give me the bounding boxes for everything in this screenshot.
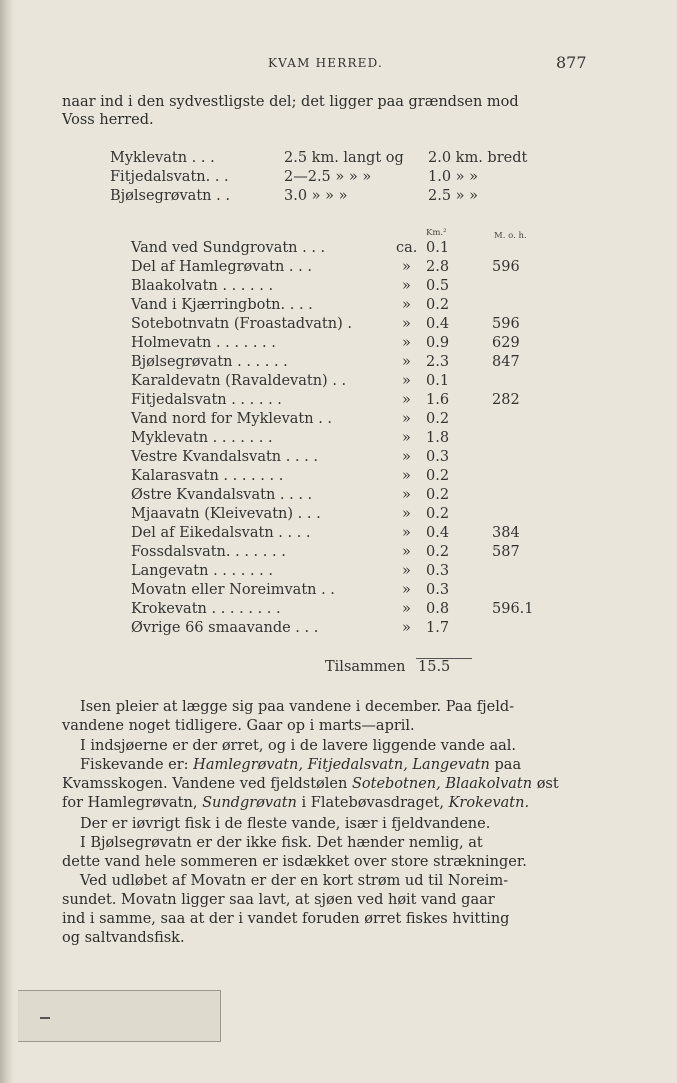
text: paa: [494, 757, 522, 773]
lake-area: 0.2: [426, 544, 450, 560]
lake-area: 0.3: [426, 563, 450, 579]
ditto-mark: »: [402, 335, 411, 351]
lake-height: 596: [492, 316, 520, 332]
paragraph-movatn-line-1: Ved udløbet af Movatn er der en kort strøm ud til Noreim-: [80, 873, 509, 889]
ditto-mark: »: [402, 525, 411, 541]
dim-name: Bjølsegrøvatn . .: [110, 188, 230, 204]
dim-length: 2.5 km. langt og: [284, 150, 404, 166]
lake-area: 0.9: [426, 335, 450, 351]
dim-width: 1.0 » »: [428, 169, 479, 185]
lake-name: Vand nord for Myklevatn . .: [131, 411, 333, 427]
lake-name: Fossdalsvatn. . . . . . .: [131, 544, 286, 560]
paragraph-other-fish: Der er iøvrigt fisk i de fleste vande, især i fjeldvandene.: [80, 816, 491, 832]
height-unit-header: M. o. h.: [494, 231, 527, 241]
text: øst: [536, 776, 559, 792]
lake-area: 2.8: [426, 259, 450, 275]
lake-height: 384: [492, 525, 520, 541]
ditto-mark: »: [402, 354, 411, 370]
text: i Flatebøvasdraget,: [301, 795, 444, 811]
ditto-mark: »: [402, 430, 411, 446]
area-unit-header: Km.²: [426, 228, 447, 238]
paragraph-movatn-line-4: og saltvandsfisk.: [62, 930, 185, 946]
lake-name: Langevatn: [412, 757, 490, 773]
ditto-mark: »: [402, 487, 411, 503]
running-header: KVAM HERRED.: [268, 56, 384, 70]
ditto-mark: »: [402, 297, 411, 313]
ditto-mark: »: [402, 411, 411, 427]
lake-area: 2.3: [426, 354, 450, 370]
dim-name: Fitjedalsvatn. . .: [110, 169, 229, 185]
lake-name: Movatn eller Noreimvatn . .: [131, 582, 335, 598]
lake-name: Sotebotnen,: [351, 776, 441, 792]
lake-area: 0.4: [426, 525, 450, 541]
dim-width: 2.5 » »: [428, 188, 479, 204]
dim-name: Myklevatn . . .: [110, 150, 215, 166]
lake-area: 1.6: [426, 392, 450, 408]
lake-name: Sotebotnvatn (Froastadvatn) .: [131, 316, 352, 332]
text: Fiskevande er:: [80, 757, 189, 773]
lake-name: Vand i Kjærringbotn. . . .: [131, 297, 313, 313]
page-binding-edge: [0, 0, 14, 1083]
lake-area: 1.7: [426, 620, 450, 636]
lake-height: 587: [492, 544, 520, 560]
lake-name: Del af Eikedalsvatn . . . .: [131, 525, 311, 541]
lake-name: Bjølsegrøvatn . . . . . .: [131, 354, 288, 370]
lake-name: Østre Kvandalsvatn . . . .: [131, 487, 313, 503]
lake-name: Myklevatn . . . . . . .: [131, 430, 273, 446]
lake-name: Karaldevatn (Ravaldevatn) . .: [131, 373, 347, 389]
lake-area: 0.2: [426, 297, 450, 313]
lake-height: 596.1: [492, 601, 534, 617]
paragraph-movatn-line-3: ind i samme, saa at der i vandet foruden ørret fiskes hvitting: [62, 911, 510, 927]
ditto-mark: ca.: [396, 240, 418, 256]
lake-height: 847: [492, 354, 520, 370]
lake-name: Krokevatn.: [448, 795, 530, 811]
ditto-mark: »: [402, 620, 411, 636]
ditto-mark: »: [402, 278, 411, 294]
lake-area: 1.8: [426, 430, 450, 446]
lake-area: 0.3: [426, 449, 450, 465]
paragraph-fish-types: I indsjøerne er der ørret, og i de lavere liggende vande aal.: [80, 738, 516, 754]
lake-height: 282: [492, 392, 520, 408]
total-value: 15.5: [418, 659, 451, 675]
ditto-mark: »: [402, 259, 411, 275]
lake-name: Krokevatn . . . . . . . .: [131, 601, 281, 617]
lake-area: 0.5: [426, 278, 450, 294]
dim-length: 3.0 » » »: [284, 188, 348, 204]
ditto-mark: »: [402, 563, 411, 579]
paragraph-no-fish-line-2: dette vand hele sommeren er isdækket over store strækninger.: [62, 854, 527, 870]
lake-area: 0.2: [426, 506, 450, 522]
paragraph-fishing-waters-line-3: [62, 794, 529, 813]
lake-name: Øvrige 66 smaavande . . .: [131, 620, 319, 636]
ditto-mark: »: [402, 506, 411, 522]
paragraph-ice-line-2: vandene noget tidligere. Gaar op i marts—april.: [62, 718, 415, 734]
lake-name: Langevatn . . . . . . .: [131, 563, 274, 579]
lake-name: Mjaavatn (Kleivevatn) . . .: [131, 506, 321, 522]
lake-area: 0.4: [426, 316, 450, 332]
lake-name: Sundgrøvatn: [202, 795, 297, 811]
lake-name: Vestre Kvandalsvatn . . . .: [131, 449, 318, 465]
lake-area: 0.2: [426, 487, 450, 503]
intro-line-1: naar ind i den sydvestligste del; det ligger paa grændsen mod: [62, 94, 519, 110]
lake-area: 0.3: [426, 582, 450, 598]
intro-line-2: Voss herred.: [62, 112, 154, 128]
lake-area: 0.1: [426, 240, 450, 256]
dim-width: 2.0 km. bredt: [428, 150, 528, 166]
ditto-mark: »: [402, 582, 411, 598]
ditto-mark: »: [402, 544, 411, 560]
lake-area: 0.2: [426, 468, 450, 484]
lake-name: Blaakolvatn . . . . . .: [131, 278, 274, 294]
text: Kvamsskogen. Vandene ved fjeldstølen: [62, 776, 348, 792]
dim-length: 2—2.5 » » »: [284, 169, 372, 185]
lake-name: Holmevatn . . . . . . .: [131, 335, 276, 351]
lake-name: Vand ved Sundgrovatn . . .: [131, 240, 326, 256]
ditto-mark: »: [402, 316, 411, 332]
paragraph-movatn-line-2: sundet. Movatn ligger saa lavt, at sjøen ved høit vand gaar: [62, 892, 495, 908]
lake-name: Hamlegrøvatn,: [193, 757, 303, 773]
paragraph-no-fish-line-1: I Bjølsegrøvatn er der ikke fisk. Det hænder nemlig, at: [80, 835, 483, 851]
lake-name: Fitjedalsvatn,: [307, 757, 408, 773]
lake-area: 0.8: [426, 601, 450, 617]
ditto-mark: »: [402, 468, 411, 484]
paragraph-fishing-waters-line-2: [62, 775, 559, 794]
lake-area: 0.2: [426, 411, 450, 427]
lake-name: Del af Hamlegrøvatn . . .: [131, 259, 312, 275]
total-label: Tilsammen: [325, 659, 406, 675]
lake-name: Blaakolvatn: [445, 776, 533, 792]
lake-height: 596: [492, 259, 520, 275]
ditto-mark: »: [402, 392, 411, 408]
paragraph-fishing-waters-line-1: [80, 756, 521, 775]
lake-area: 0.1: [426, 373, 450, 389]
tab-mark: [40, 1017, 50, 1019]
lake-name: Fitjedalsvatn . . . . . .: [131, 392, 282, 408]
library-tab-strip: [18, 990, 221, 1042]
paragraph-ice-line-1: Isen pleier at lægge sig paa vandene i december. Paa fjeld-: [80, 699, 515, 715]
ditto-mark: »: [402, 373, 411, 389]
lake-height: 629: [492, 335, 520, 351]
ditto-mark: »: [402, 449, 411, 465]
page-number: 877: [556, 53, 587, 72]
ditto-mark: »: [402, 601, 411, 617]
text: for Hamlegrøvatn,: [62, 795, 198, 811]
lake-name: Kalarasvatn . . . . . . .: [131, 468, 284, 484]
